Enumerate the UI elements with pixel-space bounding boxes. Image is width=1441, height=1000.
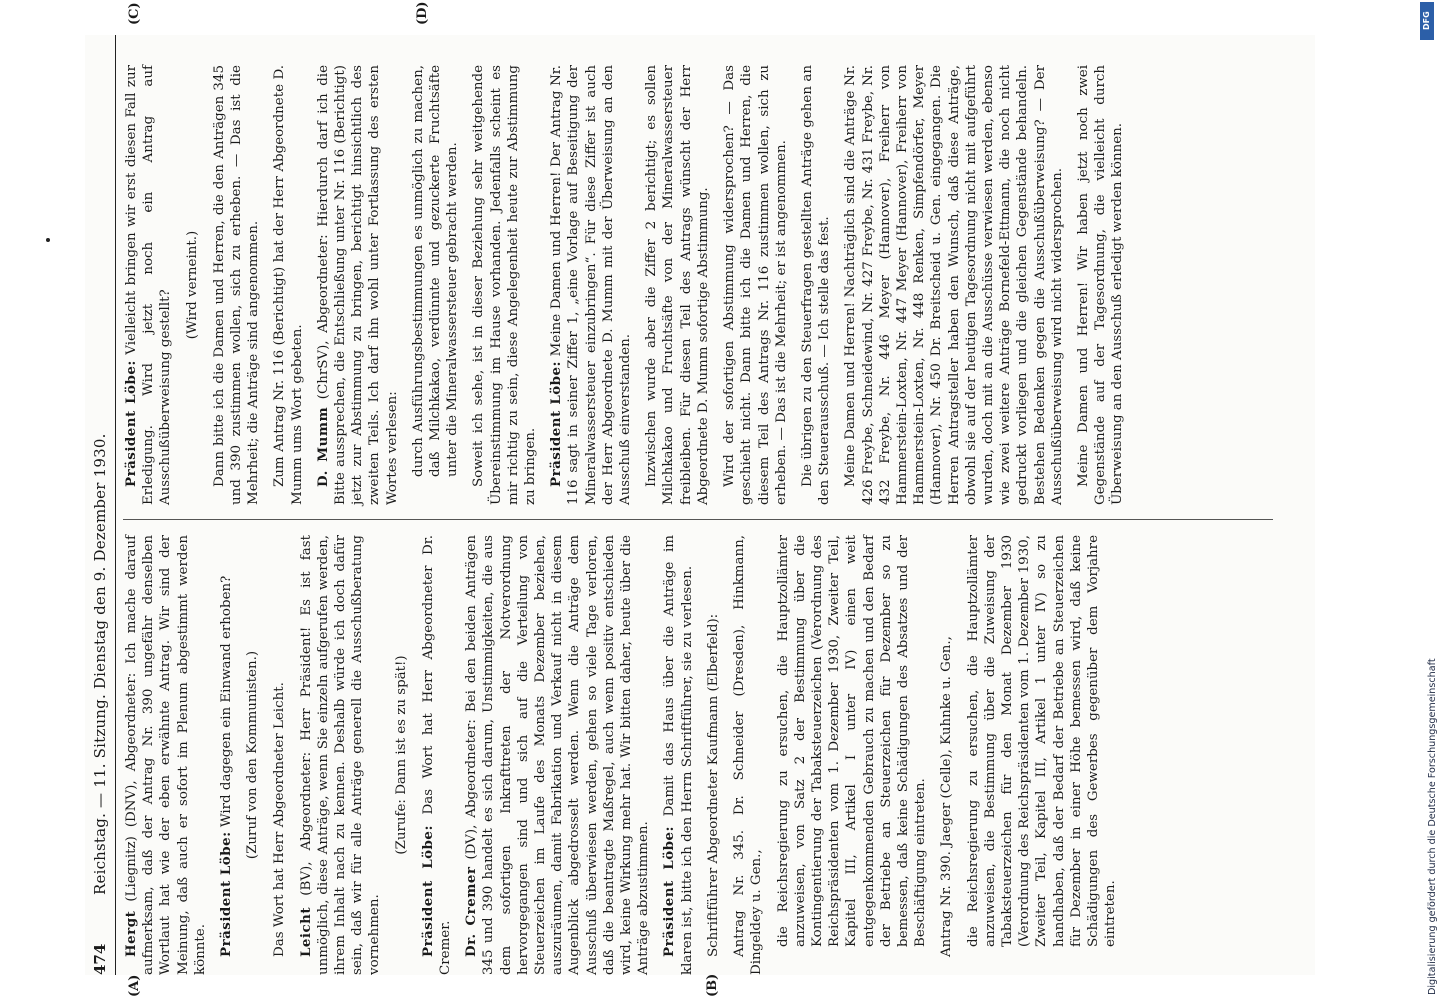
interjection-text: (Zurufe: Dann ist es zu spät!) — [393, 655, 409, 855]
paragraph-text: Schriftführer Abgeordneter Kaufmann (Elberfeld): — [705, 613, 721, 957]
paragraph-text: (BV), Abgeordneter: Herr Präsident! Es ist fast unmöglich, diese Anträge, wenn Sie einzeln aufgerufen werden, ihrem Inhalt nach zu kennen. Deshalb würde ich doch dafür sein, daß wir für alle Anträge generell die Ausschußberatung vornehmen. — [298, 535, 383, 975]
paragraph-text: (DV), Abgeordneter: Bei den beiden Anträgen 345 und 390 handelt es sich darum, Unstimmigkeiten, die aus dem sofortigen Inkrafttreten der Notverordnung hervorgegangen sind und sich auf die Verteilung von Steuerzeichen im Laufe des Monats Dezember beziehen, auszuräumen, damit Fabrikation und Verkauf nicht in diesem Augenblick abgedrosselt werden. Wenn die Anträge dem Ausschuß überwiesen werden, gehen so viele Tage verloren, daß die beantragte Maßregel, auch wenn positiv entschieden wird, keine Wirkung mehr hat. Wir bitten daher, heute über die Anträge abzustimmen. — [464, 535, 652, 975]
text-paragraph — [721, 65, 790, 505]
speaker-name: Präsident Löbe: — [419, 825, 436, 957]
interjection — [393, 535, 410, 975]
margin-marker-b: (B) — [705, 973, 720, 997]
paragraph-text: die Reichsregierung zu ersuchen, die Hauptzollämter anzuweisen, von Satz 2 der Bestimmung über die Kontingentierung der Tabaksteuerzeichen (Verordnung des Reichspräsidenten vom 1. Dezember 1930, Zweiter Teil, Kapitel III, Artikel I unter IV) einen weit entgegenkommenden Gebrauch zu machen und den Bedarf der Betriebe an Steuerzeichen für Dezember so zu bemessen, daß keine Schädigungen des Absatzes und der Beschäftigung eintreten. — [775, 535, 929, 947]
paragraph-text: Das Wort hat Herr Abgeordneter Leicht. — [272, 682, 288, 957]
text-paragraph — [965, 535, 1120, 975]
paragraph-text: Inzwischen wurde aber die Ziffer 2 berichtigt; es sollen Milchkakao und Fruchtsäfte von der Mineralwassersteuer freibleiben. Für diesen Teil des Antrags wünscht der Herr Abgeordnete D. Mumm sofortige Abstimmung. — [644, 65, 711, 505]
speech-paragraph — [123, 65, 175, 505]
speech-paragraph — [123, 535, 209, 975]
paragraph-text: die Reichsregierung zu ersuchen, die Hauptzollämter anzuweisen, die Bestimmung über die Zuweisung der Tabaksteuerzeichen für den Monat Dezember 1930 (Verordnung des Reichspräsidenten vom 1. Dezember 1930, Zweiter Teil, Kapitel III, Artikel 1 unter IV) so zu handhaben, daß der Bedarf der Betriebe an Steuerzeichen für Dezember in einer Höhe bemessen wird, daß keine Schädigungen des Gewerbes gegenüber dem Vorjahre eintreten. — [965, 535, 1119, 947]
right-column — [123, 65, 1303, 505]
paragraph-text: Meine Damen und Herren! Der Antrag Nr. 116 sagt in seiner Ziffer 1, „eine Vorlage auf Beseitigung der Mineralwassersteuer einzubringen“. Für diese Ziffer ist auch der Herr Abgeordnete D. Mumm mit der Überweisung an den Ausschuß einverstanden. — [549, 65, 634, 505]
interjection-text: (Wird verneint.) — [184, 230, 200, 340]
column-divider — [123, 519, 1273, 520]
text-paragraph — [705, 535, 722, 975]
speaker-name: Hergt — [123, 910, 139, 957]
speaker-name: Präsident Löbe: — [661, 826, 678, 957]
text-paragraph — [731, 535, 765, 975]
document-page — [85, 1, 1315, 997]
paragraph-text: (ChrSV), Abgeordneter: Hierdurch darf ich die Bitte aussprechen, die Entschließung unter Nr. 116 (Berichtigt) jetzt zur Abstimmung zu bringen, berichtigt hinsichtlich des zweiten Teils. Ich darf ihn wohl unter Fortlassung des ersten Wortes verlesen: — [315, 65, 400, 505]
dfg-logo: DFG — [1420, 2, 1434, 40]
paragraph-text: Antrag Nr. 345. Dr. Schneider (Dresden), Hinkmann, Dingeldey u. Gen., — [732, 535, 765, 975]
text-paragraph — [211, 65, 263, 505]
speech-paragraph — [548, 65, 634, 505]
interjection — [244, 535, 261, 975]
speech-paragraph — [315, 65, 401, 505]
text-paragraph — [271, 535, 288, 975]
paragraph-text: Antrag Nr. 390. Jaeger (Celle), Kuhnke u. Gen., — [939, 636, 955, 957]
text-paragraph — [1075, 65, 1127, 505]
margin-marker-a: (A) — [127, 974, 142, 997]
speech-paragraph — [420, 535, 454, 975]
speaker-name: Präsident Löbe: — [548, 361, 565, 487]
paragraph-text: Wird dagegen ein Einwand erhoben? — [219, 575, 235, 828]
speech-paragraph — [218, 535, 235, 975]
paragraph-text: Dann bitte ich die Damen und Herren, die den Anträgen 345 und 390 zustimmen wollen, sich zu erheben. — Das ist die Mehrheit; die Anträge sind angenommen. — [211, 65, 262, 505]
speaker-name: D. Mumm — [314, 406, 331, 487]
text-paragraph — [410, 65, 462, 505]
ink-dot — [46, 238, 50, 242]
paragraph-text: durch Ausführungsbestimmungen es unmöglich zu machen, daß Milchkakao, verdünnte und gezuckerte Fruchtsäfte unter die Mineralwassersteuer gebracht werden. — [410, 65, 461, 477]
paragraph-text: Das Wort hat Herr Abgeordneter Dr. Cremer. — [420, 535, 454, 975]
paragraph-text: Zum Antrag Nr. 116 (Berichtigt) hat der Herr Abgeordnete D. Mumm ums Wort gebeten. — [272, 65, 305, 505]
speaker-name: Präsident Löbe: — [123, 360, 139, 487]
paragraph-text: Soweit ich sehe, ist in dieser Beziehung sehr weitgehende Übereinstimmung im Hause vorhanden. Jedenfalls scheint es mir richtig zu sein, diese Angelegenheit heute zur Abstimmung zu bringen. — [471, 65, 539, 505]
paragraph-text: Wird der sofortigen Abstimmung widersprochen? — Das geschieht nicht. Dann bitte ich die Damen und Herren, die diesem Teil des Antrags Nr. 116 zustimmen wollen, sich zu erheben. — Das ist die Mehrheit; er ist angenommen. — [722, 65, 789, 505]
text-paragraph — [643, 65, 712, 505]
left-column — [123, 535, 1303, 975]
funding-note: Digitalisierung gefördert durch die Deutsche Forschungsgemeinschaft — [1427, 658, 1438, 995]
paragraph-text: (Liegnitz) (DNV), Abgeordneter: Ich mache darauf aufmerksam, daß der Antrag Nr. 390 ungefähr denselben Wortlaut hat wie der eben erwähnte Antrag. Wir sind der Meinung, daß auch er sofort im Plenum abgestimmt werden könnte. — [124, 535, 208, 975]
paragraph-text: Meine Damen und Herren! Wir haben jetzt noch zwei Gegenstände auf der Tagesordnung, die vielleicht durch Überweisung an den Ausschuß erledigt werden können. — [1075, 65, 1126, 505]
text-paragraph — [938, 535, 955, 975]
text-paragraph — [470, 65, 539, 505]
paragraph-text: Die übrigen zu den Steuerfragen gestellten Anträge gehen an den Steuerausschuß. — Ich stelle das fest. — [799, 65, 833, 505]
page-number: 474 — [91, 943, 109, 975]
interjection-text: (Zuruf von den Kommunisten.) — [245, 650, 261, 860]
interjection — [184, 65, 201, 505]
page-title: Reichstag. — 11. Sitzung. Dienstag den 9. Dezember 1930. — [91, 433, 109, 895]
text-paragraph — [842, 65, 1066, 505]
paragraph-text: Meine Damen und Herren! Nachträglich sind die Anträge Nr. 426 Freybe, Schneidewind, Nr. 427 Freybe, Nr. 431 Freybe, Nr. 432 Freybe, Nr. 446 Meyer (Hannover), Freiherr von Hammerstein-Loxten, Nr. 447 Meyer (Hannover), Freiherr von Hammerstein-Loxten, Nr. 448 Renken, Simpfendörfer, Meyer (Hannover), Nr. 450 Dr. Breitscheid u. Gen. eingegangen. Die Herren Antragsteller haben den Wunsch, daß diese Anträge, obwohl sie auf der heutigen Tagesordnung nicht mit aufgeführt wurden, doch mit an die Ausschüsse verwiesen werden, ebenso wie zwei weitere Anträge Bornefeld-Ettmann, die noch nicht gedruckt vorliegen und die gleichen Gegenstände behandeln. Bestehen Bedenken gegen die Ausschußüberweisung? — Der Ausschußüberweisung wird nicht widersprochen. — [843, 65, 1065, 505]
speaker-name: Dr. Cremer — [463, 866, 480, 957]
text-paragraph — [775, 535, 930, 975]
text-paragraph — [799, 65, 833, 505]
margin-marker-c: (C) — [127, 2, 142, 25]
speaker-name: Präsident Löbe: — [218, 831, 235, 957]
speech-paragraph — [463, 535, 652, 975]
margin-marker-d: (D) — [415, 1, 430, 25]
text-paragraph — [271, 65, 305, 505]
paragraph-text: Damit das Haus über die Anträge im klaren ist, bitte ich den Herrn Schriftführer, sie zu verlesen. — [662, 535, 695, 975]
speech-paragraph — [661, 535, 695, 975]
page-header — [85, 35, 116, 975]
speech-paragraph — [298, 535, 384, 975]
speaker-name: Leicht — [297, 906, 314, 957]
paragraph-text: Vielleicht bringen wir erst diesen Fall zur Erledigung. Wird jetzt noch ein Antrag auf Ausschußüberweisung gestellt? — [124, 65, 174, 505]
